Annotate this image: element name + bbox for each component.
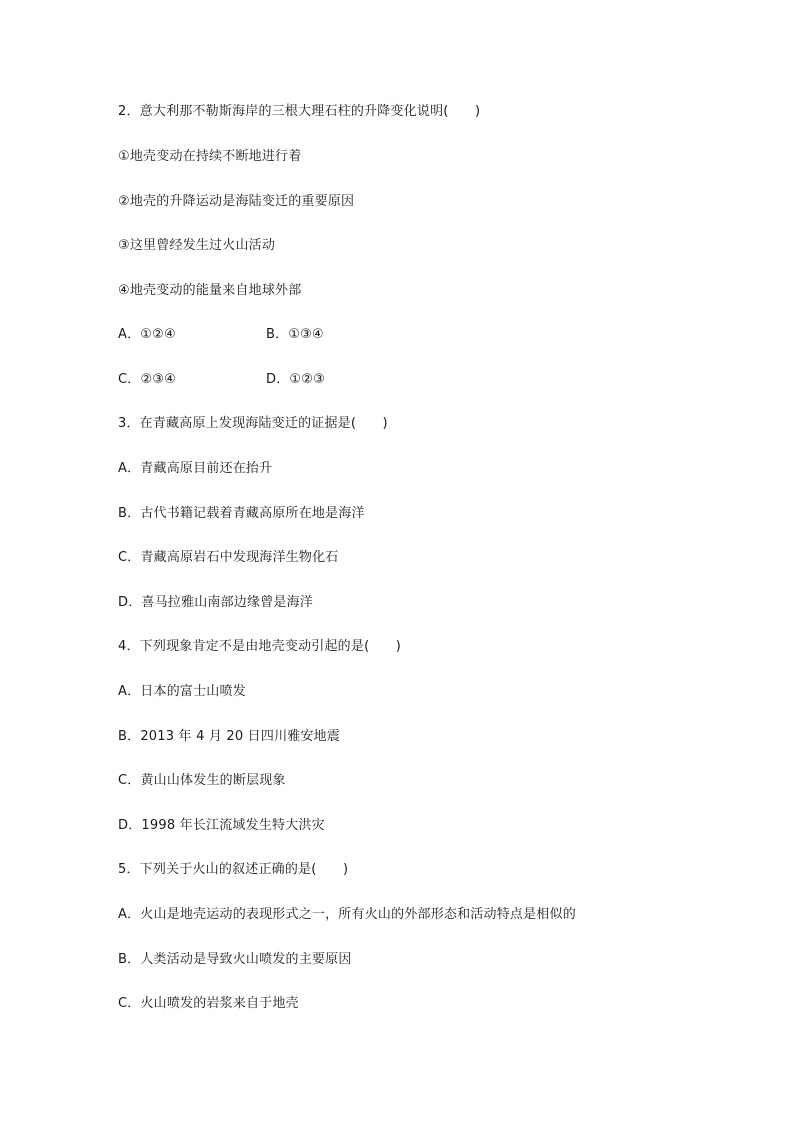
question-5-stem: 5．下列关于火山的叙述正确的是( ) [118,862,349,877]
question-5-option-b: B．人类活动是导致火山喷发的主要原因 [118,952,352,967]
question-2-option-d: D．①②③ [266,372,325,387]
question-2-option-b: B．①③④ [266,327,324,342]
question-2-option-a: A．①②④ [118,327,176,342]
question-3-option-d: D．喜马拉雅山南部边缘曾是海洋 [118,595,314,610]
question-2-statement-3: ③这里曾经发生过火山活动 [118,238,276,253]
question-4-option-c: C．黄山山体发生的断层现象 [118,773,286,788]
question-5-option-c: C．火山喷发的岩浆来自于地壳 [118,996,299,1011]
question-2-statement-2: ②地壳的升降运动是海陆变迁的重要原因 [118,194,355,209]
question-3-option-c: C．青藏高原岩石中发现海洋生物化石 [118,550,339,565]
question-4-stem: 4．下列现象肯定不是由地壳变动引起的是( ) [118,639,402,654]
question-2-stem: 2．意大利那不勒斯海岸的三根大理石柱的升降变化说明( ) [118,104,481,119]
question-2-statement-4: ④地壳变动的能量来自地球外部 [118,283,302,298]
question-5-option-a: A．火山是地壳运动的表现形式之一，所有火山的外部形态和活动特点是相似的 [118,907,576,922]
question-2-statement-1: ①地壳变动在持续不断地进行着 [118,149,302,164]
question-4-option-d: D．1998 年长江流域发生特大洪灾 [118,818,325,833]
question-4-option-a: A．日本的富士山喷发 [118,684,246,699]
question-2-option-c: C．②③④ [118,372,177,387]
question-3-option-b: B．古代书籍记载着青藏高原所在地是海洋 [118,506,365,521]
question-3-option-a: A．青藏高原目前还在抬升 [118,461,273,476]
question-4-option-b: B．2013 年 4 月 20 日四川雅安地震 [118,729,341,744]
question-3-stem: 3．在青藏高原上发现海陆变迁的证据是( ) [118,416,388,431]
